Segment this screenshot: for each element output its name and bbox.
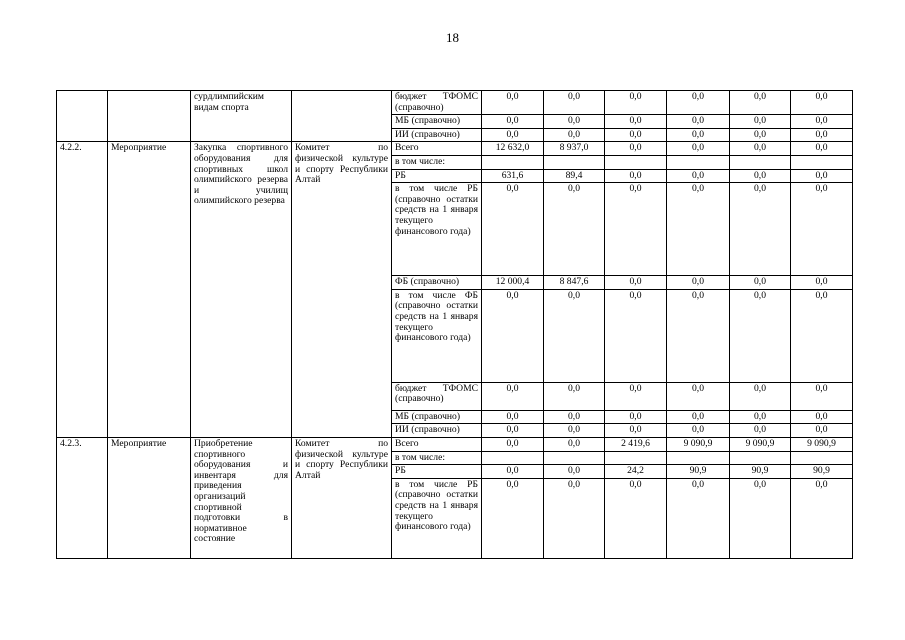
value-cell: 12 000,4 — [482, 276, 544, 290]
value-cell: 0,0 — [544, 183, 605, 276]
table-row — [57, 142, 853, 156]
value-cell: 0,0 — [791, 478, 853, 558]
value-cell: 0,0 — [791, 183, 853, 276]
value-cell: 0,0 — [667, 169, 730, 183]
value-cell: 9 090,9 — [730, 437, 791, 451]
value-cell: 0,0 — [791, 91, 853, 115]
value-cell — [544, 451, 605, 465]
value-cell: 0,0 — [730, 382, 791, 410]
item-number: 4.2.3. — [57, 437, 108, 558]
item-type — [108, 91, 191, 142]
value-cell: 0,0 — [667, 478, 730, 558]
table-row — [57, 437, 853, 451]
value-cell: 0,0 — [605, 169, 667, 183]
item-type: Мероприятие — [108, 437, 191, 558]
value-cell: 0,0 — [730, 410, 791, 424]
item-type: Мероприятие — [108, 142, 191, 438]
value-cell: 0,0 — [482, 128, 544, 142]
funding-source: ИИ (справочно) — [392, 128, 482, 142]
item-name: Закупка спортивного оборудования для спортивных школ олимпийского резерва и училищ олимпийского резерва — [191, 142, 292, 438]
value-cell: 0,0 — [482, 382, 544, 410]
item-name: Приобретение спортивного оборудования и инвентаря для приведения организаций спортивной подготовки в нормативное состояние — [191, 437, 292, 558]
value-cell: 0,0 — [605, 276, 667, 290]
item-executor — [292, 91, 392, 142]
value-cell: 0,0 — [605, 410, 667, 424]
value-cell: 0,0 — [482, 183, 544, 276]
value-cell: 0,0 — [482, 289, 544, 382]
value-cell: 0,0 — [544, 465, 605, 479]
funding-source: в том числе РБ (справочно остатки средств на 1 января текущего финансового года) — [392, 478, 482, 558]
value-cell: 0,0 — [667, 424, 730, 438]
funding-source: ФБ (справочно) — [392, 276, 482, 290]
value-cell: 0,0 — [482, 115, 544, 129]
value-cell: 0,0 — [667, 183, 730, 276]
value-cell: 0,0 — [730, 289, 791, 382]
funding-source: в том числе: — [392, 155, 482, 169]
value-cell — [482, 155, 544, 169]
item-name: сурдлимпийским видам спорта — [191, 91, 292, 142]
value-cell — [605, 451, 667, 465]
funding-source: в том числе ФБ (справочно остатки средств на 1 января текущего финансового года) — [392, 289, 482, 382]
value-cell: 631,6 — [482, 169, 544, 183]
value-cell: 0,0 — [667, 382, 730, 410]
value-cell — [605, 155, 667, 169]
item-number — [57, 91, 108, 142]
value-cell: 0,0 — [791, 169, 853, 183]
value-cell: 0,0 — [667, 115, 730, 129]
value-cell: 0,0 — [667, 142, 730, 156]
value-cell: 0,0 — [791, 424, 853, 438]
value-cell: 0,0 — [544, 382, 605, 410]
funding-source: Всего — [392, 142, 482, 156]
value-cell: 0,0 — [605, 478, 667, 558]
value-cell: 0,0 — [730, 91, 791, 115]
value-cell: 9 090,9 — [791, 437, 853, 451]
funding-source: РБ — [392, 465, 482, 479]
value-cell: 0,0 — [791, 289, 853, 382]
value-cell: 0,0 — [791, 142, 853, 156]
value-cell — [791, 155, 853, 169]
value-cell: 0,0 — [667, 91, 730, 115]
value-cell: 0,0 — [730, 424, 791, 438]
value-cell: 12 632,0 — [482, 142, 544, 156]
table-row — [57, 91, 853, 115]
value-cell: 0,0 — [482, 437, 544, 451]
value-cell: 0,0 — [605, 91, 667, 115]
value-cell: 0,0 — [730, 478, 791, 558]
value-cell: 0,0 — [791, 115, 853, 129]
value-cell: 0,0 — [791, 128, 853, 142]
value-cell: 0,0 — [791, 276, 853, 290]
value-cell: 0,0 — [544, 437, 605, 451]
value-cell: 8 937,0 — [544, 142, 605, 156]
value-cell — [730, 451, 791, 465]
value-cell — [730, 155, 791, 169]
item-number: 4.2.2. — [57, 142, 108, 438]
value-cell: 0,0 — [730, 169, 791, 183]
value-cell: 0,0 — [730, 183, 791, 276]
item-executor: Комитет по физической культуре и спорту Республики Алтай — [292, 437, 392, 558]
page-number: 18 — [446, 30, 459, 45]
value-cell: 90,9 — [667, 465, 730, 479]
value-cell: 2 419,6 — [605, 437, 667, 451]
value-cell: 0,0 — [482, 410, 544, 424]
value-cell: 0,0 — [544, 424, 605, 438]
value-cell: 0,0 — [482, 91, 544, 115]
value-cell: 0,0 — [667, 276, 730, 290]
value-cell: 0,0 — [605, 128, 667, 142]
value-cell: 0,0 — [544, 91, 605, 115]
value-cell: 0,0 — [482, 465, 544, 479]
funding-source: в том числе РБ (справочно остатки средств на 1 января текущего финансового года) — [392, 183, 482, 276]
value-cell: 0,0 — [605, 382, 667, 410]
value-cell: 0,0 — [605, 142, 667, 156]
value-cell: 0,0 — [667, 410, 730, 424]
value-cell — [482, 451, 544, 465]
value-cell: 0,0 — [482, 424, 544, 438]
value-cell: 0,0 — [482, 478, 544, 558]
funding-source: бюджет ТФОМС (справочно) — [392, 91, 482, 115]
value-cell: 0,0 — [730, 115, 791, 129]
value-cell: 0,0 — [667, 128, 730, 142]
item-executor: Комитет по физической культуре и спорту Республики Алтай — [292, 142, 392, 438]
value-cell: 90,9 — [791, 465, 853, 479]
value-cell: 0,0 — [605, 183, 667, 276]
value-cell: 90,9 — [730, 465, 791, 479]
funding-source: Всего — [392, 437, 482, 451]
value-cell: 0,0 — [544, 128, 605, 142]
value-cell: 24,2 — [605, 465, 667, 479]
value-cell — [667, 451, 730, 465]
value-cell: 0,0 — [730, 142, 791, 156]
value-cell: 0,0 — [544, 115, 605, 129]
funding-source: МБ (справочно) — [392, 410, 482, 424]
value-cell — [667, 155, 730, 169]
funding-source: в том числе: — [392, 451, 482, 465]
funding-source: МБ (справочно) — [392, 115, 482, 129]
value-cell: 0,0 — [605, 115, 667, 129]
value-cell: 0,0 — [730, 276, 791, 290]
value-cell — [544, 155, 605, 169]
funding-source: ИИ (справочно) — [392, 424, 482, 438]
value-cell: 0,0 — [544, 410, 605, 424]
funding-source: бюджет ТФОМС (справочно) — [392, 382, 482, 410]
value-cell: 9 090,9 — [667, 437, 730, 451]
value-cell — [791, 451, 853, 465]
value-cell: 0,0 — [791, 410, 853, 424]
value-cell: 0,0 — [605, 289, 667, 382]
value-cell: 0,0 — [605, 424, 667, 438]
budget-table — [56, 90, 853, 559]
value-cell: 0,0 — [544, 289, 605, 382]
value-cell: 0,0 — [544, 478, 605, 558]
value-cell: 0,0 — [730, 128, 791, 142]
value-cell: 0,0 — [791, 382, 853, 410]
value-cell: 89,4 — [544, 169, 605, 183]
value-cell: 8 847,6 — [544, 276, 605, 290]
value-cell: 0,0 — [667, 289, 730, 382]
funding-source: РБ — [392, 169, 482, 183]
